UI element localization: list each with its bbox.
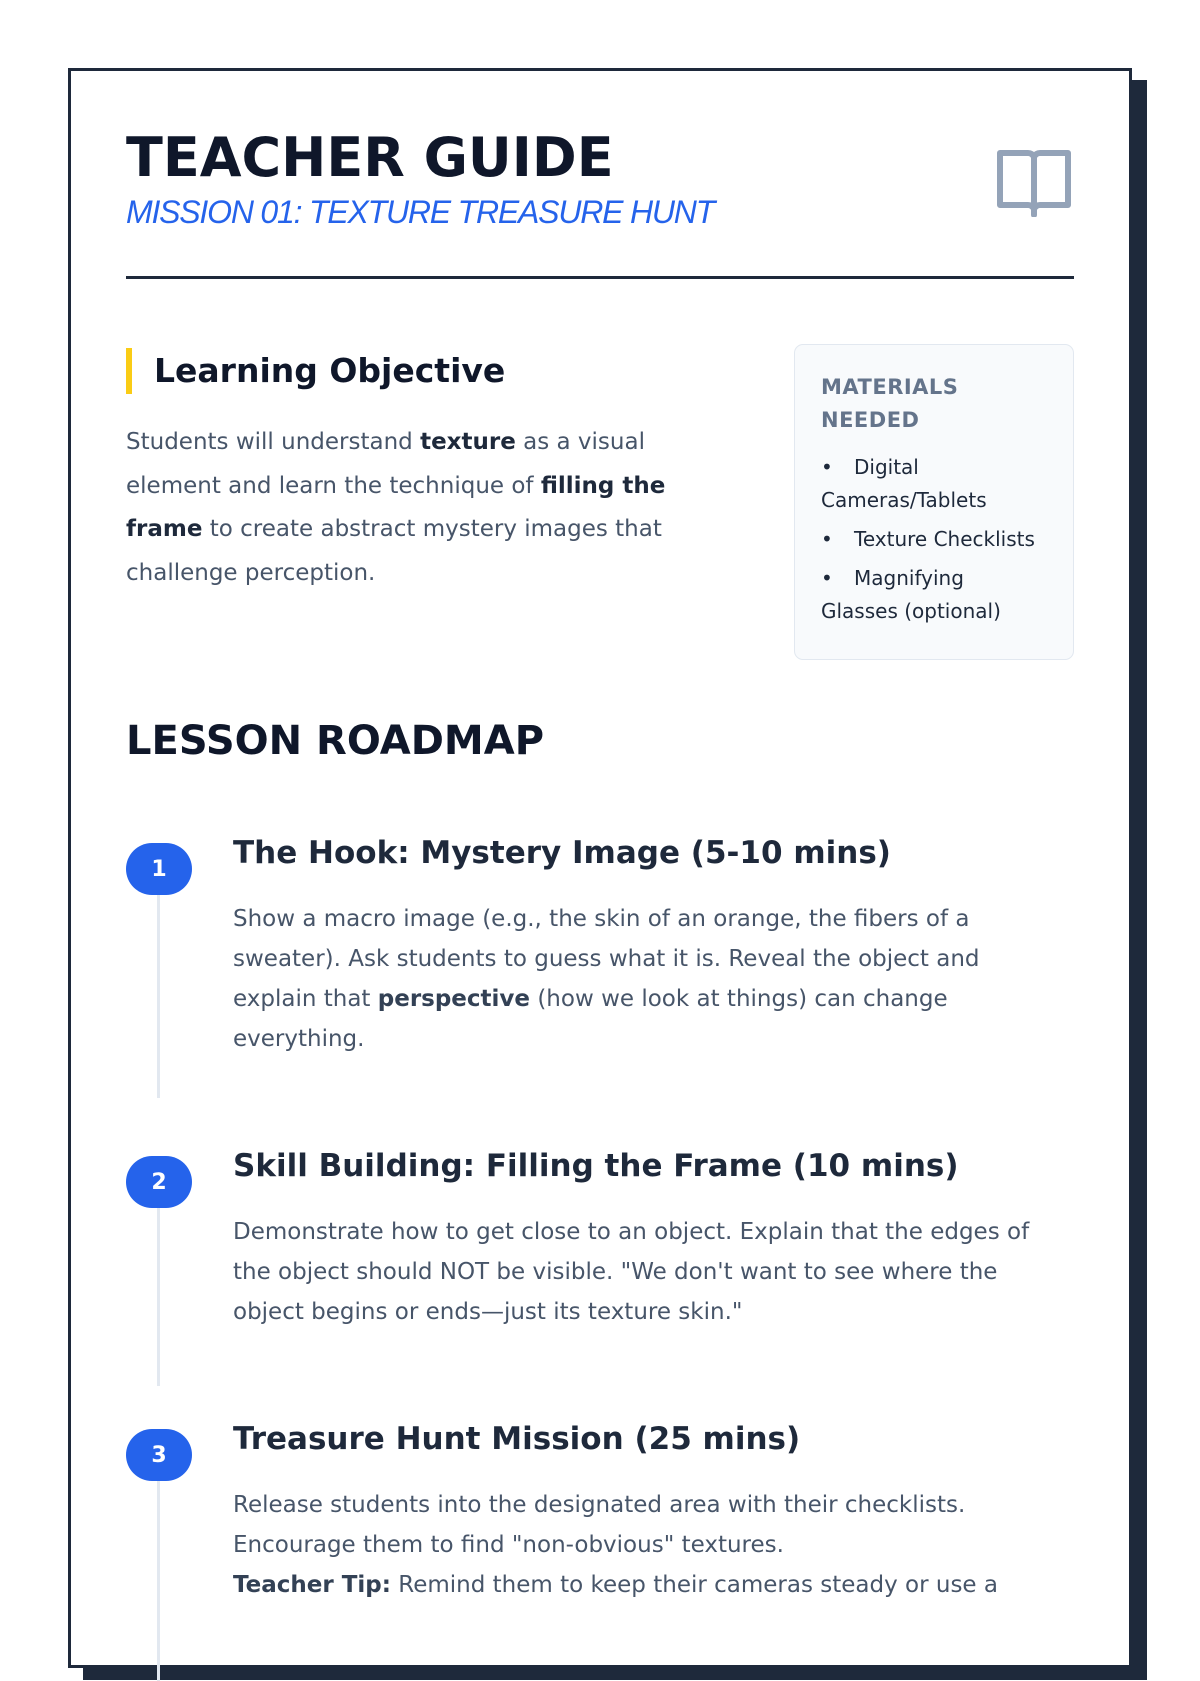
list-item (821, 523, 1047, 556)
objective-text-part: to create abstract mystery images that challenge perception. (126, 516, 662, 586)
step-description (233, 899, 1063, 1059)
step-number-badge: 1 (126, 843, 192, 895)
objective-heading: Learning Objective (154, 351, 506, 390)
objective-accent-bar (126, 348, 132, 394)
bullet-icon: • (821, 566, 833, 590)
step-text-part: Release students into the designated area with their checklists. Encourage them to find "non-obvious" textures. (233, 1492, 966, 1558)
objective-keyword-filling-frame: filling the frame (126, 472, 666, 542)
list-item (821, 451, 1047, 517)
materials-list (821, 451, 1047, 628)
step-title: Skill Building: Filling the Frame (10 mins) (233, 1148, 959, 1184)
objective-keyword-texture: texture (420, 429, 516, 455)
roadmap-heading: LESSON ROADMAP (126, 718, 545, 764)
teacher-tip-label: Teacher Tip: (233, 1572, 391, 1598)
objective-text-part: Students will understand (126, 429, 421, 455)
list-item (821, 562, 1047, 628)
step-connector-line (157, 895, 160, 1098)
objective-text (126, 421, 686, 595)
open-book-icon (996, 147, 1072, 217)
header-divider (126, 276, 1074, 279)
step-description (233, 1485, 1063, 1605)
step-title: Treasure Hunt Mission (25 mins) (233, 1421, 801, 1457)
step-number-badge: 2 (126, 1156, 192, 1208)
bullet-icon: • (821, 455, 833, 479)
mission-subtitle: MISSION 01: TEXTURE TREASURE HUNT (126, 194, 715, 230)
materials-box (794, 344, 1074, 660)
objective-text-part: as a visual element and learn the technique of (126, 429, 645, 499)
step-text-part: (how we look at things) can change everything. (233, 986, 948, 1052)
bullet-icon: • (821, 527, 833, 551)
step-text-part: Show a macro image (e.g., the skin of an orange, the fibers of a sweater). Ask students to guess what it is. Reveal the object and explain that (233, 906, 980, 1012)
step-keyword-perspective: perspective (377, 986, 531, 1012)
step-title: The Hook: Mystery Image (5-10 mins) (233, 835, 891, 871)
teacher-tip-text: Remind them to keep their cameras steady or use a (390, 1572, 998, 1598)
materials-heading: MATERIALS NEEDED (821, 375, 959, 432)
material-label: Magnifying Glasses (optional) (821, 566, 1001, 623)
teacher-guide-card (68, 68, 1132, 1668)
material-label: Texture Checklists (854, 527, 1035, 551)
step-number-badge: 3 (126, 1429, 192, 1481)
step-description: Demonstrate how to get close to an object. Explain that the edges of the object should NOT be visible. "We don't want to see where the object begins or ends—just its texture skin." (233, 1219, 1030, 1325)
step-connector-line (157, 1208, 160, 1386)
step-connector-line (157, 1481, 160, 1681)
page-title: TEACHER GUIDE (126, 126, 614, 189)
material-label: Digital Cameras/Tablets (821, 455, 987, 512)
